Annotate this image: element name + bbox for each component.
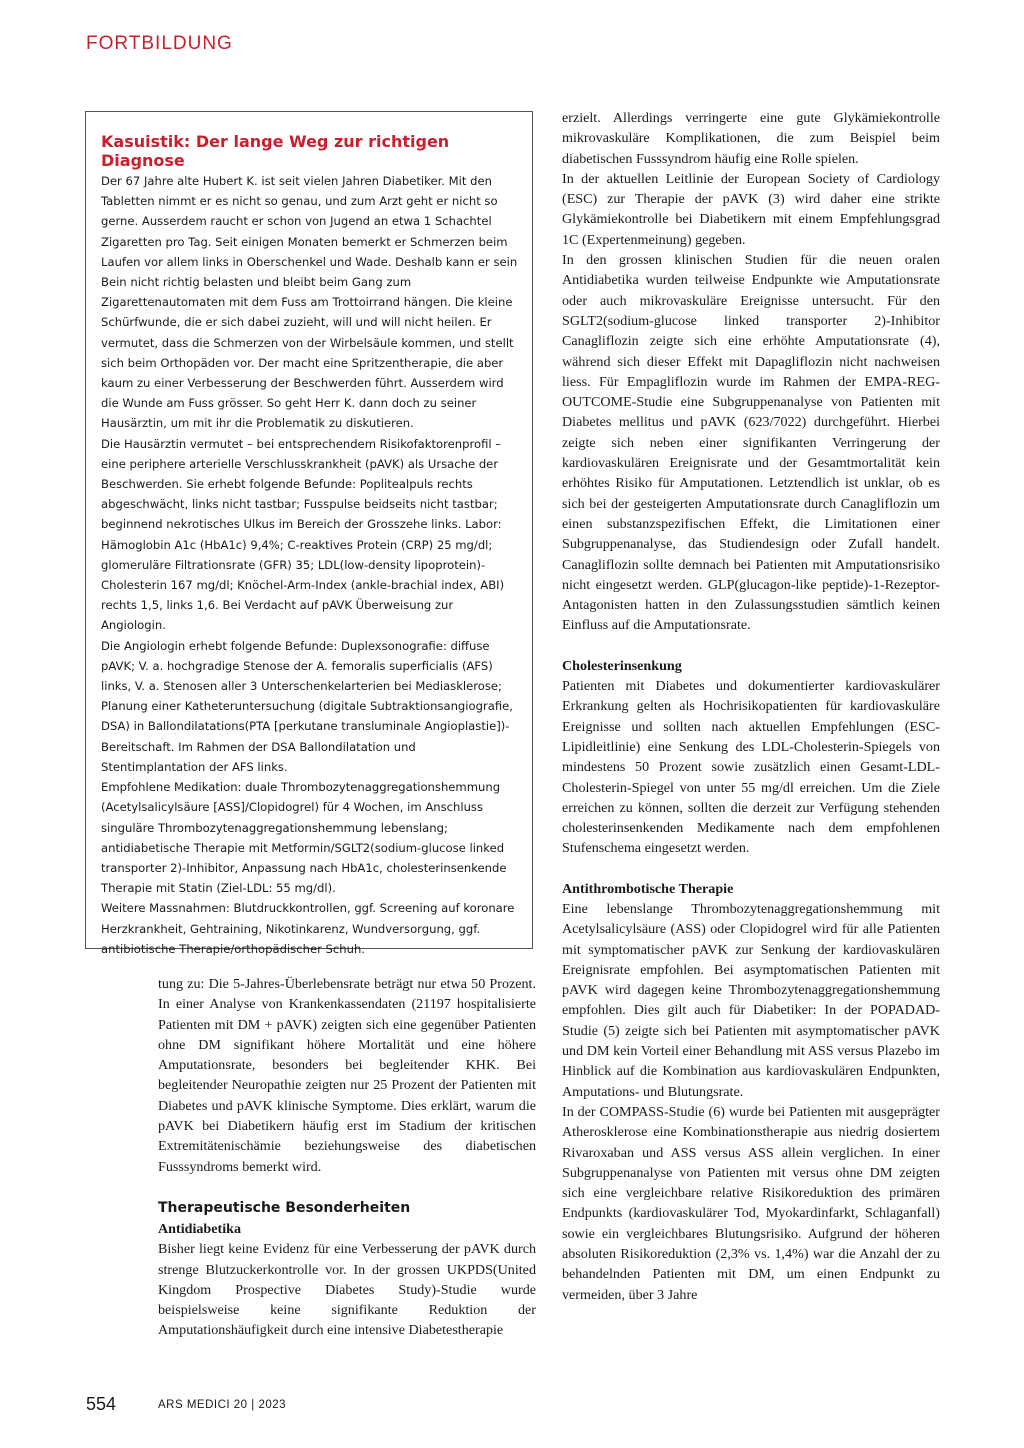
case-box-title: Kasuistik: Der lange Weg zur richtigen Diagnose	[101, 132, 450, 170]
right-column	[562, 108, 940, 1305]
case-paragraph: Der 67 Jahre alte Hubert K. ist seit vielen Jahren Diabetiker. Mit den Tabletten nimmt er es nicht so genau, und zum Arzt geht er nicht so gerne. Ausserdem raucht er schon von Jugend an etwa 1 Schachtel Zigaretten pro Tag. Seit einigen Monaten bemerkt er Schmerzen beim Laufen vor allem links in Oberschenkel und Wade. Deshalb kann er sein Bein nicht richtig belasten und bleibt beim Gang zum Zigarettenautomaten mit dem Fuss am Trottoirrand hängen. Die kleine Schürfwunde, die er sich dabei zuzieht, will und will nicht heilen. Er vermutet, dass die Schmerzen von der Wirbelsäule kommen, und stellt sich beim Orthopäden vor. Der macht eine Spritzentherapie, die aber kaum zu einer Verbesserung der Beschwerden führt. Ausserdem wird die Wunde am Fuss grösser. So geht Herr K. dann doch zu seiner Hausärztin, um mit ihr die Problematik zu diskutieren.	[101, 174, 518, 431]
body-paragraph: erzielt. Allerdings verringerte eine gute Glykämiekontrolle mikrovaskuläre Komplikationen, die zum Beispiel beim diabetischen Fusssyndrom häufig eine Rolle spielen.	[562, 110, 940, 167]
body-paragraph: In der aktuellen Leitlinie der European Society of Cardiology (ESC) zur Therapie der pAVK (3) wird daher eine strikte Glykämiekontrolle bei Diabetikern mit einem Empfehlungsgrad 1C (Expertenmeinung) gegeben.	[562, 170, 940, 248]
section-heading: Therapeutische Besonderheiten	[158, 1199, 411, 1216]
journal-name: ARS MEDICI 20 | 2023	[158, 1399, 287, 1411]
subsection-heading: Antithrombotische Therapie	[562, 880, 734, 897]
subsection-heading: Antidiabetika	[158, 1220, 242, 1237]
body-paragraph: Bisher liegt keine Evidenz für eine Verbesserung der pAVK durch strenge Blutzuckerkontrolle vor. In der grossen UKPDS(United Kingdom Prospective Diabetes Study)-Studie wurde beispielsweise keine signifikante Reduktion der Amputationshäufigkeit durch eine intensive Diabetestherapie	[158, 1241, 536, 1339]
case-paragraph: Die Angiologin erhebt folgende Befunde: Duplexsonografie: diffuse pAVK; V. a. hochgradige Stenose der A. femoralis superficialis (AFS) links, V. a. Stenosen aller 3 Unterschenkelarterien bei Mediasklerose; Planung einer Katheteruntersuchung (digitale Subtraktionsangiografie, DSA) in Ballondilatations(PTA [perkutane transluminale Angioplastie])-Bereitschaft. Im Rahmen der DSA Ballondilatation und Stentimplantation der AFS links.	[101, 638, 513, 774]
case-paragraph: Die Hausärztin vermutet – bei entsprechendem Risikofaktorenprofil – eine periphere arterielle Verschlusskrankheit (pAVK) als Ursache der Beschwerden. Sie erhebt folgende Befunde: Poplitealpuls rechts abgeschwächt, links nicht tastbar; Fusspulse beidseits nicht tastbar; beginnend nekrotisches Ulkus im Bereich der Grosszehe links. Labor: Hämoglobin A1c (HbA1c) 9,4%; C-reaktives Protein (CRP) 25 mg/dl; glomeruläre Filtrationsrate (GFR) 35; LDL(low-density lipoprotein)-Cholesterin 167 mg/dl; Knöchel-Arm-Index (ankle-brachial index, ABI) rechts 1,5, links 1,6. Bei Verdacht auf pAVK Überweisung zur Angiologin.	[101, 436, 505, 633]
page-footer	[86, 1394, 287, 1415]
body-paragraph: In den grossen klinischen Studien für die neuen oralen Antidiabetika wurden teilweise Endpunkte wie Amputationsrate oder auch mikrovaskuläre Ereignisse untersucht. Für den SGLT2(sodium-glucose linked transporter 2)-Inhibitor Canagliflozin zeigte sich eine erhöhte Amputationsrate (4), während sich dieser Effekt mit Dapagliflozin nicht nachweisen liess. Für Empagliflozin wurde im Rahmen der EMPA-REG-OUTCOME-Studie eine Subgruppenanalyse von Patienten mit Diabetes mellitus und pAVK (623/7022) durchgeführt. Hierbei zeigte sich neben einer signifikanten Verringerung der kardiovaskulären Ereignisrate und der Gesamtmortalität kein erhöhtes Risiko für Amputationen. Letztendlich ist unklar, ob es sich bei der gesteigerten Amputationsrate durch Canagliflozin um einen substanzspezifischen Effekt, die Limitationen einer Subgruppenanalyse, das Studiendesign oder Zufall handelt. Canagliflozin sollte demnach bei Patienten mit Amputationsrisiko nicht eingesetzt werden. GLP(glucagon-like peptide)-1-Rezeptor-Antagonisten hatten in den Zulassungsstudien sämtlich keinen Einfluss auf die Amputationsrate.	[562, 252, 940, 634]
page-number: 554	[86, 1394, 117, 1414]
body-paragraph: tung zu: Die 5-Jahres-Überlebensrate beträgt nur etwa 50 Prozent. In einer Analyse von Krankenkassendaten (21197 hospitalisierte Patienten mit DM + pAVK) zeigten sich eine gegenüber Patienten ohne DM signifikant höhere Mortalität und eine höhere Amputationsrate, besonders bei begleitender KHK. Bei begleitender Neuropathie zeigten nur 25 Prozent der Patienten mit Diabetes und pAVK klinische Symptome. Dies erklärt, warum die pAVK bei Diabetikern häufig erst im Stadium der kritischen Extremitätenischämie beziehungsweise des diabetischen Fusssyndroms bemerkt wird.	[158, 976, 536, 1175]
case-box-body	[101, 171, 521, 959]
case-paragraph: Empfohlene Medikation: duale Thrombozytenaggregationshemmung (Acetylsalicylsäure [ASS]/Clopidogrel) für 4 Wochen, im Anschluss singuläre Thrombozytenaggregationshemmung lebenslang; antidiabetische Therapie mit Metformin/SGLT2(sodium-glucose linked transporter 2)-Inhibitor, Anpassung nach HbA1c, cholesterinsenkende Therapie mit Statin (Ziel-LDL: 55 mg/dl).	[101, 780, 507, 896]
body-paragraph: In der COMPASS-Studie (6) wurde bei Patienten mit ausgeprägter Atherosklerose eine Kombinationstherapie aus niedrig dosiertem Rivaroxaban und ASS versus ASS allein verglichen. In einer Subgruppenanalyse von Patienten mit versus ohne DM zeigten sich eine vergleichbare relative Risikoreduktion des primären Endpunkts (kardiovaskulärer Tod, Myokardinfarkt, Schlaganfall) sowie ein vergleichbares Blutungsrisiko. Aufgrund der höheren absoluten Risikoreduktion (2,3% vs. 1,4%) war die Anzahl der zu behandelnden Patienten mit DM, um einen Endpunkt zu vermeiden, über 3 Jahre	[562, 1103, 940, 1303]
body-paragraph: Eine lebenslange Thrombozytenaggregationshemmung mit Acetylsalicylsäure (ASS) oder Clopidogrel wird für alle Patienten mit symptomatischer pAVK zur Senkung der kardiovaskulären Ereignisrate empfohlen. Bei asymptomatischen Patienten mit pAVK wird dagegen keine Thrombozytenaggregationshemmung empfohlen. Dies gilt auch für Diabetiker: In der POPADAD-Studie (5) zeigte sich bei Patienten mit asymptomatischer pAVK und DM kein Vorteil einer Behandlung mit ASS versus Plazebo im Hinblick auf die Kombination aus kardiovaskulären Endpunkten, Amputations- und Blutungsrate.	[562, 900, 940, 1100]
section-label: FORTBILDUNG	[86, 33, 233, 54]
left-column	[158, 974, 536, 1341]
subsection-heading: Cholesterinsenkung	[562, 657, 682, 674]
body-paragraph: Patienten mit Diabetes und dokumentierter kardiovaskulärer Erkrankung gelten als Hochrisikopatienten für kardiovaskuläre Ereignisse und sollten nach aktuellen Empfehlungen (ESC-Lipidleitlinie) eine Senkung des LDL-Cholesterin-Spiegels von mindestens 50 Prozent sowie zusätzlich einen Gesamt-LDL-Cholesterin-Spiegel von unter 55 mg/dl erreichen. Um die Ziele erreichen zu können, sollten die derzeit zur Verfügung stehenden cholesterinsenkenden Medikamente nach dem empfohlenen Stufenschema eingesetzt werden.	[562, 678, 940, 857]
case-paragraph: Weitere Massnahmen: Blutdruckkontrollen, ggf. Screening auf koronare Herzkrankheit, Gehtraining, Nikotinkarenz, Wundversorgung, ggf. antibiotische Therapie/orthopädischer Schuh.	[101, 901, 515, 956]
